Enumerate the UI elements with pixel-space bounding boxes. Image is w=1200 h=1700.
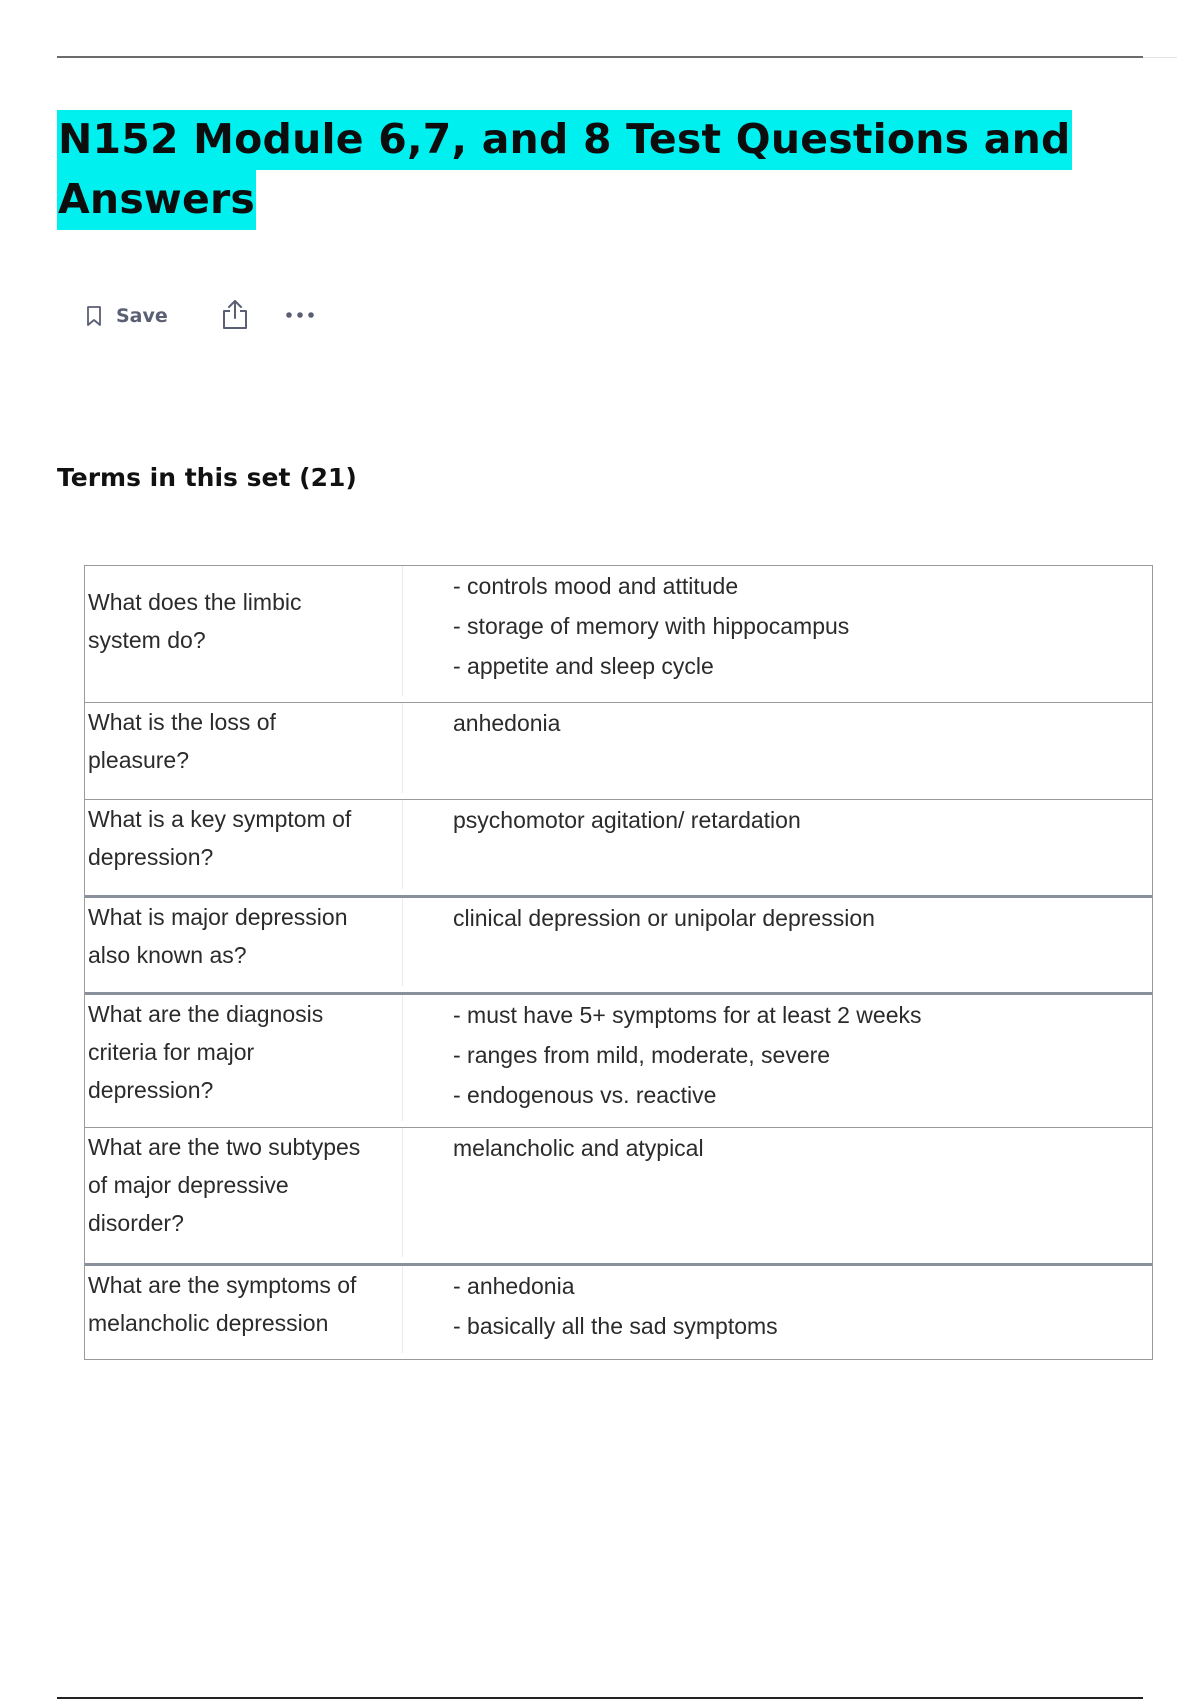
term-text: criteria for major (88, 1039, 255, 1065)
term-cell (85, 1128, 403, 1257)
term-cell (85, 995, 403, 1121)
term-text: also known as? (88, 942, 247, 968)
table-row (85, 1127, 1152, 1263)
definition-text: - storage of memory with hippocampus (453, 613, 850, 639)
definition-text: - ranges from mild, moderate, severe (453, 1042, 831, 1068)
term-text: pleasure? (88, 747, 190, 773)
page-title (57, 110, 1071, 230)
save-label: Save (116, 305, 168, 327)
term-text: depression? (88, 844, 214, 870)
save-button[interactable] (86, 305, 168, 327)
definition-text: psychomotor agitation/ retardation (453, 807, 801, 833)
bottom-divider (57, 1697, 1143, 1699)
share-button[interactable] (221, 298, 249, 335)
definition-text: melancholic and atypical (453, 1135, 704, 1161)
term-cell (85, 566, 403, 696)
share-icon (221, 298, 249, 335)
definition-cell (403, 898, 1152, 992)
action-toolbar (86, 296, 315, 336)
table-row (85, 1263, 1152, 1359)
term-text: of major depressive (88, 1172, 289, 1198)
table-row (85, 702, 1152, 799)
more-options-button[interactable] (285, 307, 315, 325)
page-title-line-1: N152 Module 6,7, and 8 Test Questions and (57, 110, 1072, 170)
term-text: system do? (88, 627, 206, 653)
table-row (85, 992, 1152, 1127)
term-text: What is major depression (88, 904, 348, 930)
bookmark-icon (86, 305, 102, 327)
term-text: What are the two subtypes (88, 1134, 361, 1160)
definition-text: - anhedonia (453, 1273, 575, 1299)
term-text: What are the diagnosis (88, 1001, 324, 1027)
term-text: disorder? (88, 1210, 184, 1236)
definition-text: - basically all the sad symptoms (453, 1313, 778, 1339)
term-text: What is the loss of (88, 709, 276, 735)
definition-text: - endogenous vs. reactive (453, 1082, 717, 1108)
definition-cell (403, 703, 1152, 799)
definition-cell (403, 1266, 1152, 1359)
definition-text: - must have 5+ symptoms for at least 2 weeks (453, 1002, 922, 1028)
page-title-line-2: Answers (57, 170, 256, 230)
definition-text: - appetite and sleep cycle (453, 653, 714, 679)
terms-table (84, 565, 1153, 1360)
definition-text: clinical depression or unipolar depression (453, 905, 875, 931)
definition-text: - controls mood and attitude (453, 573, 739, 599)
term-text: depression? (88, 1077, 214, 1103)
term-text: What are the symptoms of (88, 1272, 357, 1298)
table-row (85, 799, 1152, 895)
term-cell (85, 898, 403, 986)
definition-cell (403, 1128, 1152, 1263)
term-cell (85, 800, 403, 889)
definition-cell (403, 566, 1152, 702)
definition-cell (403, 995, 1152, 1127)
term-cell (85, 1266, 403, 1353)
table-row (85, 566, 1152, 702)
term-cell (85, 703, 403, 793)
top-divider (57, 56, 1143, 58)
terms-count: (21) (299, 463, 357, 492)
more-icon (285, 307, 315, 325)
table-row (85, 895, 1152, 992)
definition-text: anhedonia (453, 710, 561, 736)
terms-heading-label: Terms in this set (57, 463, 291, 492)
term-text: What does the limbic (88, 589, 302, 615)
terms-heading (57, 463, 357, 492)
top-divider-fade (1143, 57, 1177, 58)
term-text: melancholic depression (88, 1310, 329, 1336)
term-text: What is a key symptom of (88, 806, 352, 832)
definition-cell (403, 800, 1152, 895)
